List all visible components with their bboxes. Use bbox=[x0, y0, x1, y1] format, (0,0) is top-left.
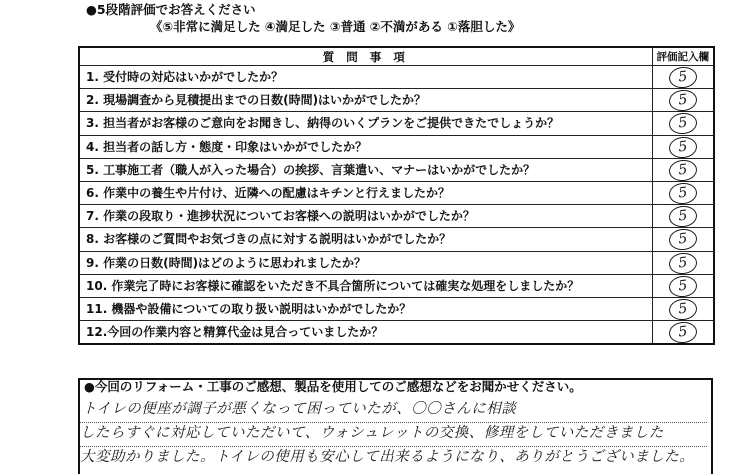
handwritten-score-mark: 5 bbox=[668, 135, 698, 159]
survey-question-row bbox=[79, 181, 714, 204]
handwritten-score-mark: 5 bbox=[668, 274, 698, 298]
question-text: 6. 作業中の養生や片付け、近隣への配慮はキチンと行えましたか？ bbox=[79, 181, 652, 204]
survey-question-row bbox=[79, 321, 714, 345]
evaluation-cell bbox=[652, 251, 714, 274]
survey-question-row bbox=[79, 158, 714, 181]
handwritten-score-mark: 5 bbox=[668, 321, 698, 345]
survey-question-row bbox=[79, 251, 714, 274]
handwritten-score-mark: 5 bbox=[668, 66, 698, 90]
survey-table bbox=[78, 46, 715, 345]
question-text: 5. 工事施工者（職人が入った場合）の挨拶、言葉遣い、マナーはいかがでしたか？ bbox=[79, 158, 652, 181]
survey-question-row bbox=[79, 89, 714, 112]
rating-scale-legend: 《⑤非常に満足した ④満足した ③普通 ②不満がある ①落胆した》 bbox=[150, 19, 521, 34]
handwritten-comment-line: 大変助かりました。トイレの使用も安心して出来るようになり、ありがとうございました。 bbox=[80, 449, 695, 465]
question-text: 3. 担当者がお客様のご意向をお聞きし、納得のいくプランをご提供できたでしょうか？ bbox=[79, 112, 652, 135]
survey-question-row bbox=[79, 274, 714, 297]
survey-question-row bbox=[79, 297, 714, 320]
handwritten-score-mark: 5 bbox=[668, 205, 698, 229]
handwritten-score-mark: 5 bbox=[668, 182, 698, 206]
question-text: 12.今回の作業内容と精算代金は見合っていましたか？ bbox=[79, 321, 652, 345]
evaluation-cell bbox=[652, 321, 714, 345]
evaluation-cell bbox=[652, 205, 714, 228]
question-text: 9. 作業の日数(時間)はどのように思われましたか？ bbox=[79, 251, 652, 274]
question-text: 10. 作業完了時にお客様に確認をいただき不具合箇所については確実な処理をしましたか？ bbox=[79, 274, 652, 297]
question-text: 4. 担当者の話し方・態度・印象はいかがでしたか？ bbox=[79, 135, 652, 158]
handwritten-score-mark: 5 bbox=[668, 158, 698, 182]
question-text: 11. 機器や設備についての取り扱い説明はいかがでしたか？ bbox=[79, 297, 652, 320]
survey-question-row bbox=[79, 135, 714, 158]
question-text: 7. 作業の段取り・進捗状況についてお客様への説明はいかがでしたか？ bbox=[79, 205, 652, 228]
evaluation-cell bbox=[652, 135, 714, 158]
column-header-question: 質 問 事 項 bbox=[79, 47, 652, 66]
handwritten-comment-line: したらすぐに対応していただいて、ウォシュレットの交換、修理をしていただきました bbox=[80, 422, 707, 447]
survey-question-row bbox=[79, 228, 714, 251]
question-text: 8. お客様のご質問やお気づきの点に対する説明はいかがでしたか？ bbox=[79, 228, 652, 251]
evaluation-cell bbox=[652, 181, 714, 204]
column-header-evaluation: 評価記入欄 bbox=[652, 47, 714, 66]
handwritten-score-mark: 5 bbox=[668, 298, 698, 322]
handwritten-score-mark: 5 bbox=[668, 228, 698, 252]
handwritten-score-mark: 5 bbox=[668, 251, 698, 275]
evaluation-cell bbox=[652, 274, 714, 297]
comment-box bbox=[78, 378, 713, 474]
survey-question-row bbox=[79, 66, 714, 89]
evaluation-cell bbox=[652, 66, 714, 89]
evaluation-cell bbox=[652, 89, 714, 112]
comment-prompt: ●今回のリフォーム・工事のご感想、製品を使用してのご感想などをお聞かせください。 bbox=[84, 379, 582, 394]
evaluation-cell bbox=[652, 112, 714, 135]
rating-instructions: ●5段階評価でお答えください bbox=[86, 2, 256, 17]
survey-question-row bbox=[79, 112, 714, 135]
table-header-row bbox=[79, 47, 714, 66]
evaluation-cell bbox=[652, 228, 714, 251]
question-text: 1. 受付時の対応はいかがでしたか？ bbox=[79, 66, 652, 89]
question-text: 2. 現場調査から見積提出までの日数(時間)はいかがでしたか？ bbox=[79, 89, 652, 112]
handwritten-score-mark: 5 bbox=[668, 112, 698, 136]
survey-question-row bbox=[79, 205, 714, 228]
evaluation-cell bbox=[652, 158, 714, 181]
handwritten-comment-line: トイレの便座が調子が悪くなって困っていたが、〇〇さんに相談 bbox=[80, 398, 707, 423]
handwritten-score-mark: 5 bbox=[668, 89, 698, 113]
evaluation-cell bbox=[652, 297, 714, 320]
